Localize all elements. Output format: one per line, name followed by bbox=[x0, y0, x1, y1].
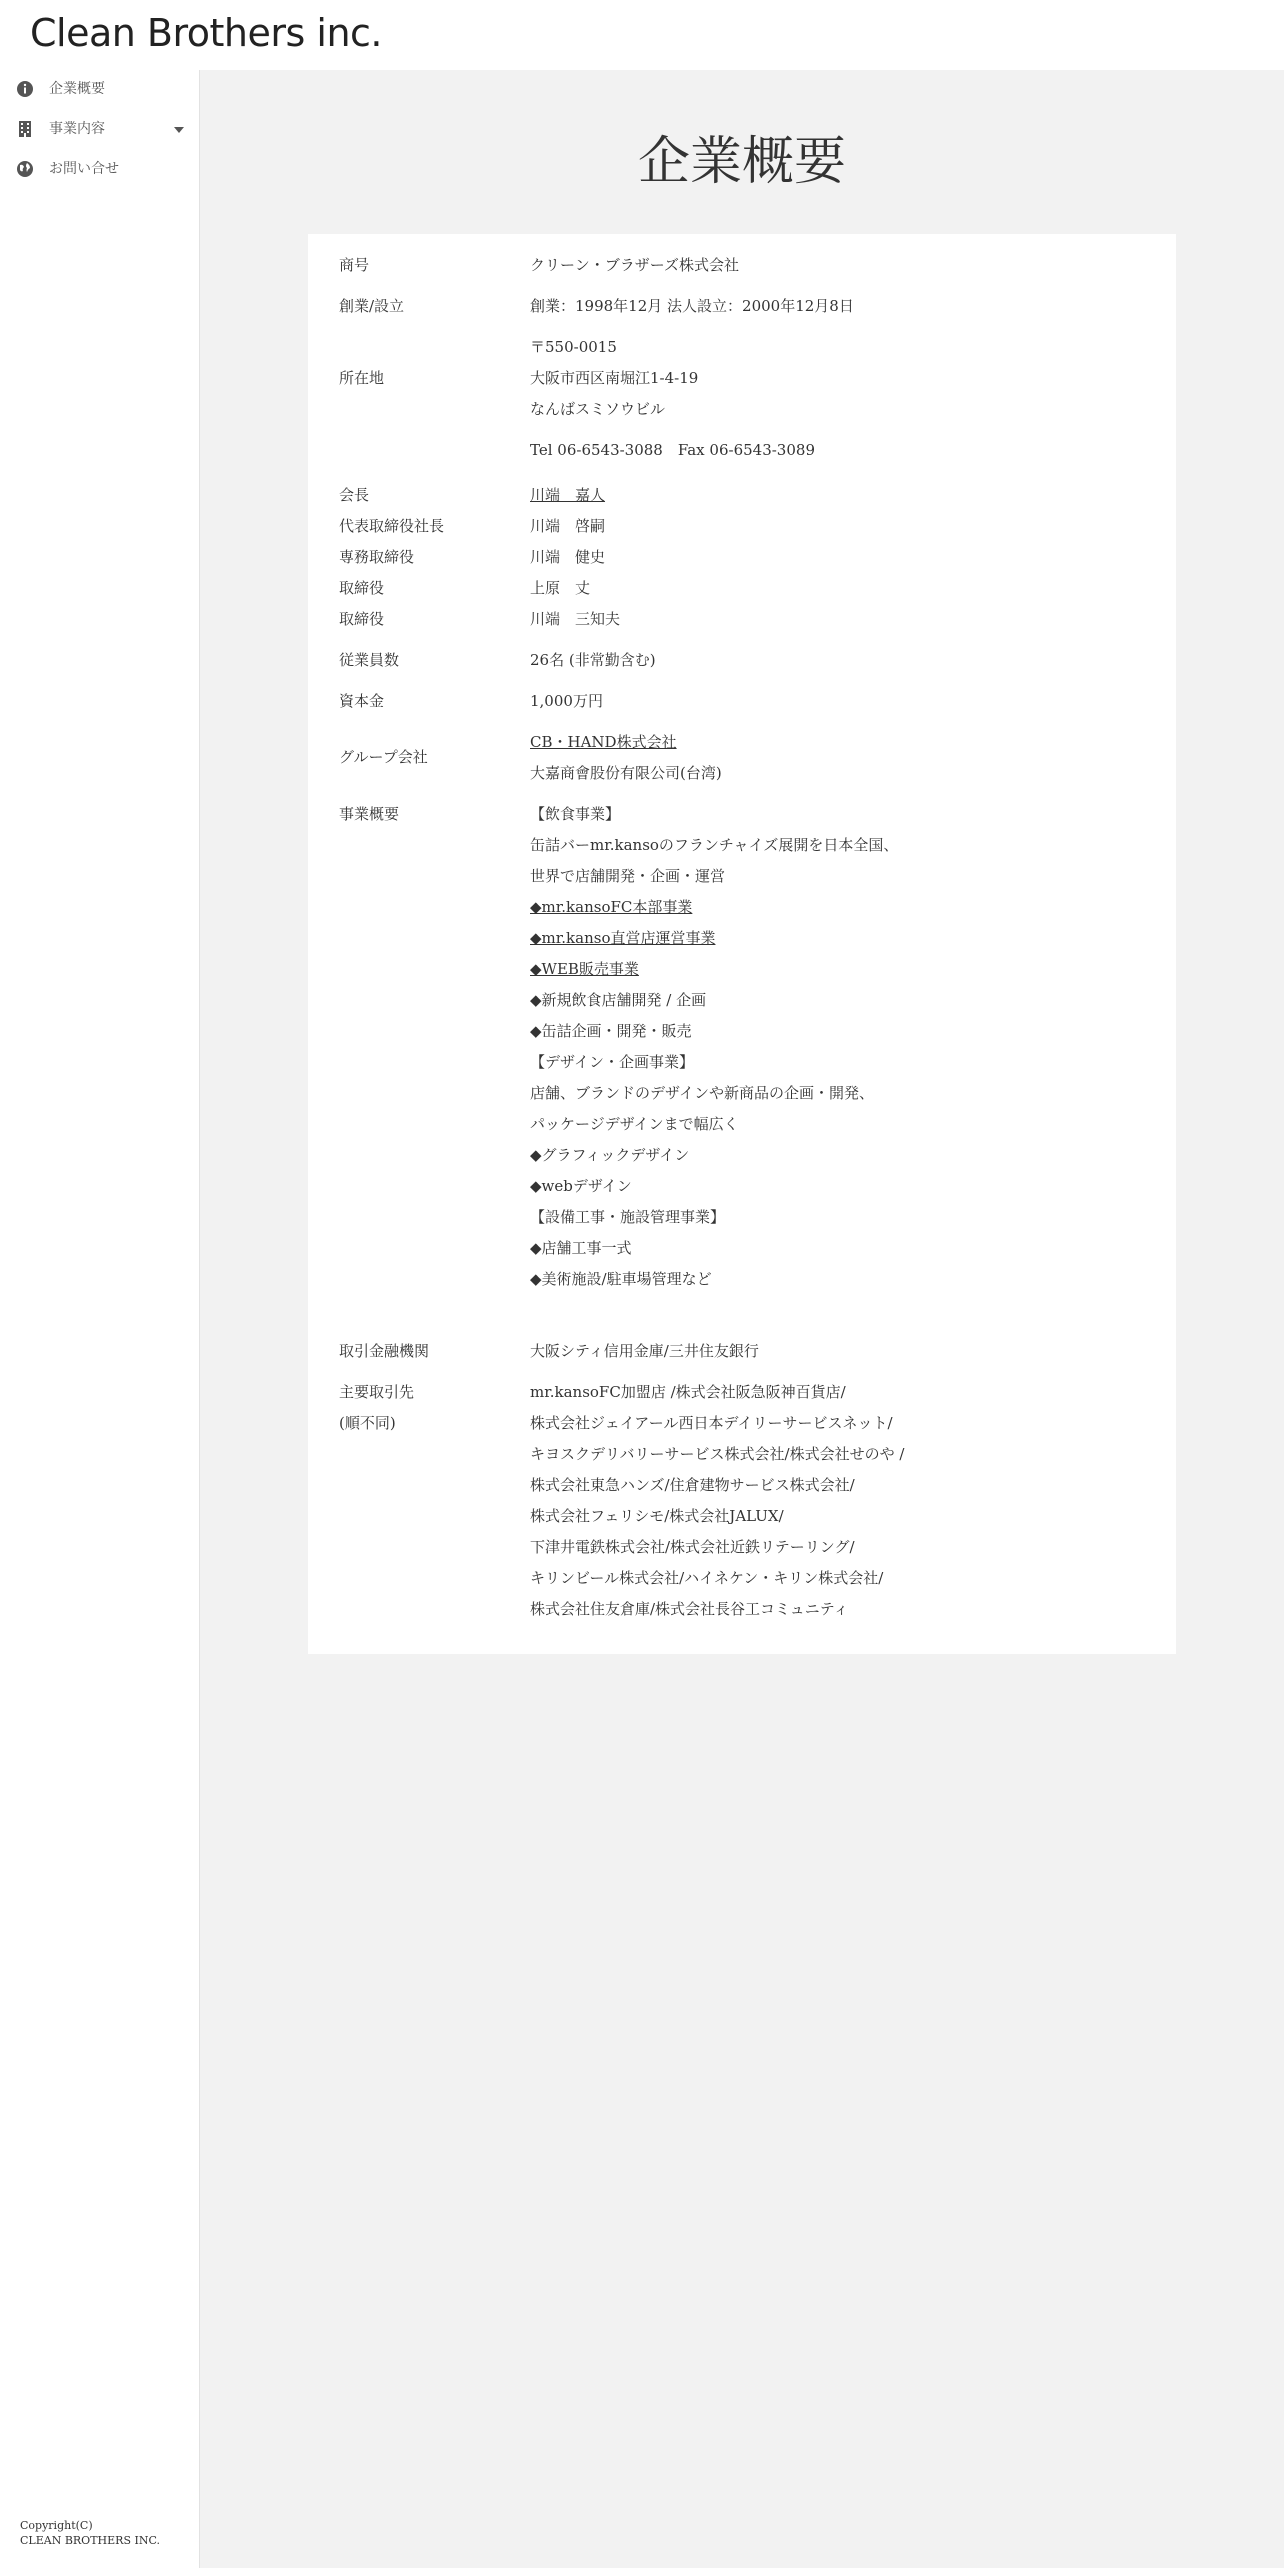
business-overview-value bbox=[530, 799, 898, 1295]
row-value: 26名 (非常勤含む) bbox=[530, 651, 656, 669]
company-info-card bbox=[308, 234, 1176, 1654]
address-value bbox=[530, 332, 815, 466]
header bbox=[0, 0, 1284, 70]
client-line: 株式会社東急ハンズ/住倉建物サービス株式会社/ bbox=[530, 1476, 855, 1494]
client-line: キヨスクデリバリーサービス株式会社/株式会社せのや / bbox=[530, 1445, 905, 1463]
brand-logo-link[interactable]: Clean Brothers inc. bbox=[30, 11, 383, 55]
client-line: 株式会社住友倉庫/株式会社長谷工コミュニティ bbox=[530, 1600, 849, 1618]
copyright-line: Copyright(C) bbox=[20, 2519, 93, 2532]
row-label: 会長 bbox=[339, 486, 370, 504]
group-companies-value bbox=[530, 727, 722, 789]
business-link-web[interactable]: ◆WEB販売事業 bbox=[530, 960, 639, 978]
business-item: ◆缶詰企画・開発・販売 bbox=[530, 1022, 692, 1040]
business-text: 缶詰バーmr.kansoのフランチャイズ展開を日本全国、 bbox=[530, 836, 899, 854]
row-value: 川端 健史 bbox=[530, 548, 606, 566]
sidebar-item-contact[interactable] bbox=[0, 150, 199, 190]
client-line: 株式会社ジェイアール西日本デイリーサービスネット/ bbox=[530, 1414, 893, 1432]
row-label: 資本金 bbox=[339, 692, 385, 710]
sidebar-item-label: 企業概要 bbox=[49, 81, 105, 97]
business-item: ◆美術施設/駐車場管理など bbox=[530, 1270, 712, 1288]
clients-label: 主要取引先 bbox=[339, 1383, 415, 1401]
row-label: 取締役 bbox=[339, 610, 385, 628]
business-item: ◆店舗工事一式 bbox=[530, 1239, 632, 1257]
globe-icon bbox=[16, 160, 34, 178]
business-heading: 【デザイン・企画事業】 bbox=[530, 1053, 694, 1071]
business-item: ◆webデザイン bbox=[530, 1177, 632, 1195]
sidebar-item-business[interactable] bbox=[0, 110, 199, 150]
building-name: なんばスミソウビル bbox=[530, 400, 666, 418]
sidebar-item-label: 事業内容 bbox=[49, 121, 105, 137]
row-label: 所在地 bbox=[339, 369, 385, 387]
clients-label-note: (順不同) bbox=[339, 1414, 396, 1432]
row-value: 川端 啓嗣 bbox=[530, 517, 606, 535]
row-value: 1,000万円 bbox=[530, 692, 603, 710]
row-value: 上原 丈 bbox=[530, 579, 591, 597]
copyright-company: CLEAN BROTHERS INC. bbox=[20, 2534, 160, 2547]
page-title: 企業概要 bbox=[637, 132, 846, 192]
client-line: 下津井電鉄株式会社/株式会社近鉄リテーリング/ bbox=[530, 1538, 855, 1556]
client-line: 株式会社フェリシモ/株式会社JALUX/ bbox=[530, 1507, 784, 1525]
group-company: 大嘉商會股份有限公司(台湾) bbox=[530, 764, 722, 782]
address-line: 大阪市西区南堀江1-4-19 bbox=[530, 369, 699, 387]
postal-code: 〒550-0015 bbox=[530, 338, 617, 356]
row-label: グループ会社 bbox=[339, 748, 428, 766]
sidebar-item-company-overview[interactable] bbox=[0, 70, 199, 110]
copyright bbox=[20, 2518, 160, 2548]
row-value: 川端 三知夫 bbox=[530, 610, 621, 628]
row-value: クリーン・ブラザーズ株式会社 bbox=[530, 256, 739, 274]
business-heading: 【設備工事・施設管理事業】 bbox=[530, 1208, 726, 1226]
row-label: 専務取締役 bbox=[339, 548, 415, 566]
row-label: 商号 bbox=[339, 256, 370, 274]
row-label bbox=[339, 1377, 414, 1439]
business-text: 店舗、ブランドのデザインや新商品の企画・開発、 bbox=[530, 1084, 874, 1102]
row-value: 創業：1998年12月 法人設立：2000年12月8日 bbox=[530, 297, 854, 315]
business-text: 世界で店舗開発・企画・運営 bbox=[530, 867, 726, 885]
sidebar-item-label: お問い合せ bbox=[49, 161, 119, 177]
row-label: 創業/設立 bbox=[339, 297, 405, 315]
client-line: キリンビール株式会社/ハイネケン・キリン株式会社/ bbox=[530, 1569, 884, 1587]
business-heading: 【飲食事業】 bbox=[530, 805, 621, 823]
row-value: 大阪シティ信用金庫/三井住友銀行 bbox=[530, 1342, 759, 1360]
row-label: 代表取締役社長 bbox=[339, 517, 445, 535]
row-label: 取引金融機関 bbox=[339, 1342, 430, 1360]
tel-fax: Tel 06-6543-3088 Fax 06-6543-3089 bbox=[530, 441, 815, 459]
row-label: 従業員数 bbox=[339, 651, 400, 669]
row-label: 取締役 bbox=[339, 579, 385, 597]
client-line: mr.kansoFC加盟店 /株式会社阪急阪神百貨店/ bbox=[530, 1383, 846, 1401]
building-icon bbox=[16, 120, 34, 138]
business-text: パッケージデザインまで幅広く bbox=[530, 1115, 739, 1133]
business-link-direct[interactable]: ◆mr.kanso直営店運営事業 bbox=[530, 929, 716, 947]
business-link-fc[interactable]: ◆mr.kansoFC本部事業 bbox=[530, 898, 693, 916]
sidebar bbox=[0, 70, 200, 2568]
business-item: ◆新規飲食店舗開発 / 企画 bbox=[530, 991, 707, 1009]
business-item: ◆グラフィックデザイン bbox=[530, 1146, 690, 1164]
clients-value bbox=[530, 1377, 904, 1625]
group-company-link[interactable]: CB・HAND株式会社 bbox=[530, 733, 677, 751]
info-icon bbox=[16, 80, 34, 98]
row-label: 事業概要 bbox=[339, 805, 400, 823]
chairman-link[interactable]: 川端 嘉人 bbox=[530, 486, 606, 504]
chevron-down-icon[interactable] bbox=[174, 127, 184, 133]
